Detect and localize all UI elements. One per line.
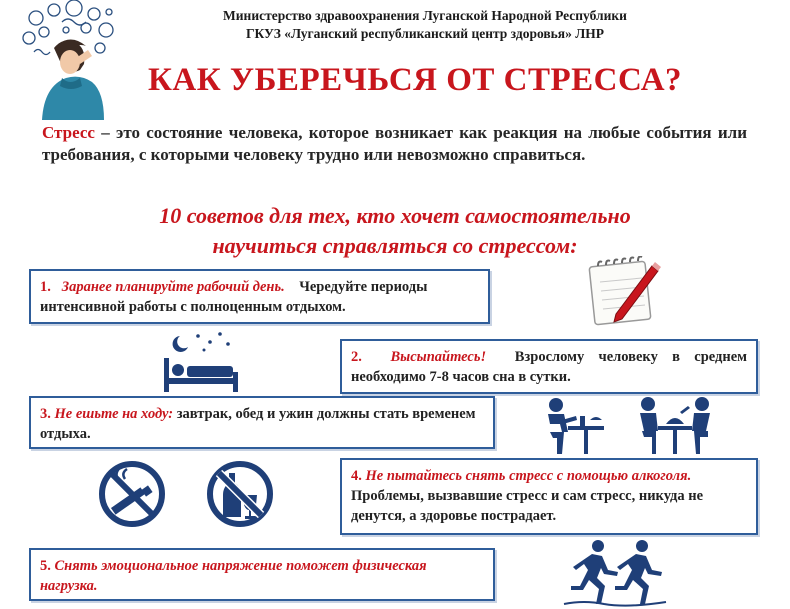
tip-text: Взрослому человеку в среднем необходимо 7-8 часов сна в сутки. — [351, 349, 748, 385]
tip-number: 1. — [40, 279, 51, 295]
stressed-woman-icon — [14, 0, 124, 120]
definition-term: Стресс — [42, 123, 95, 142]
tip-lead: Высыпайтесь! — [390, 349, 487, 365]
tip-text: Проблемы, вызвавшие стресс и сам стресс, никуда не денутся, а здоровье пострадает. — [351, 488, 704, 524]
tip-lead: Не пытайтесь снять стресс с помощью алкоголя. — [365, 468, 692, 484]
definition-text: – это состояние человека, которое возникает как реакция на любые события или требования, с которыми человеку трудно или невозможно справиться. — [42, 123, 747, 164]
tip-lead: Снять эмоциональное напряжение поможет физическая нагрузка. — [40, 558, 427, 594]
page-title: КАК УБЕРЕЧЬСЯ ОТ СТРЕССА? — [147, 62, 683, 98]
no-smoking-icon — [97, 459, 167, 529]
tip-number: 3. — [40, 406, 51, 422]
tip-number: 4. — [351, 468, 362, 484]
tip-number: 2. — [351, 349, 362, 365]
tip-3 — [29, 396, 495, 449]
organization-line-2: ГКУЗ «Луганский республиканский центр здоровья» ЛНР — [245, 26, 605, 41]
organization-line-1: Министерство здравоохранения Луганской Народной Республики — [223, 8, 627, 23]
stress-definition — [42, 122, 747, 165]
eating-person-icon — [540, 396, 606, 456]
tip-number: 5. — [40, 558, 51, 574]
tip-text: Чередуйте периоды интенсивной работы с полноценным отдыхом. — [40, 279, 428, 315]
tip-lead: Заранее планируйте рабочий день. — [61, 279, 285, 295]
no-alcohol-icon — [205, 459, 275, 529]
tip-1 — [29, 269, 490, 324]
sleeping-bed-icon — [160, 328, 242, 394]
tip-text: завтрак, обед и ужин должны стать временем отдыха. — [40, 406, 476, 442]
tip-lead: Не ешьте на ходу: — [54, 406, 174, 422]
dining-couple-icon — [636, 394, 714, 456]
tip-5 — [29, 548, 495, 601]
tip-4 — [340, 458, 758, 535]
tips-subtitle-line-2: научиться справляться со стрессом: — [212, 233, 578, 258]
notepad-pencil-icon — [586, 256, 666, 328]
tips-subtitle-line-1: 10 советов для тех, кто хочет самостоятельно — [159, 203, 631, 228]
running-people-icon — [562, 538, 670, 608]
tip-2 — [340, 339, 758, 394]
